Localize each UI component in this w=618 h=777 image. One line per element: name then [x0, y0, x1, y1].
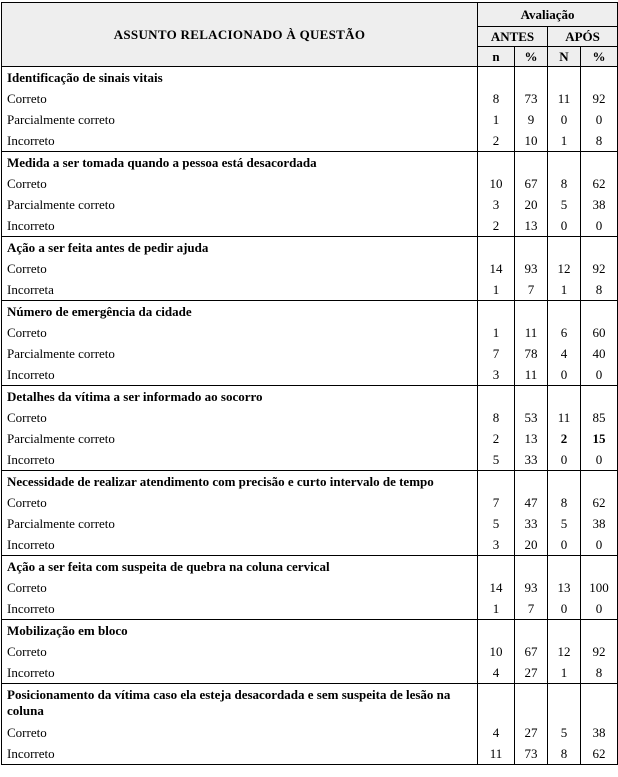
cell-pct-before: 27: [515, 662, 548, 684]
row-label: Incorreto: [2, 598, 478, 620]
cell-pct-before: 47: [515, 492, 548, 513]
row-label: Incorreto: [2, 662, 478, 684]
cell-pct-before: 13: [515, 215, 548, 237]
section-empty-cell: [515, 386, 548, 408]
cell-pct-after: 0: [581, 109, 618, 130]
cell-n-after: 2: [548, 428, 581, 449]
section-header-row: [2, 556, 618, 578]
cell-pct-after: 62: [581, 743, 618, 765]
cell-n-before: 7: [478, 492, 515, 513]
section-empty-cell: [478, 386, 515, 408]
section-empty-cell: [515, 620, 548, 642]
cell-pct-after: 92: [581, 88, 618, 109]
cell-n-after: 5: [548, 194, 581, 215]
cell-n-before: 1: [478, 598, 515, 620]
section-header-row: [2, 67, 618, 89]
section-empty-cell: [581, 386, 618, 408]
table-body: [2, 67, 618, 765]
cell-pct-after: 0: [581, 364, 618, 386]
row-label: Incorreto: [2, 534, 478, 556]
cell-n-after: 8: [548, 492, 581, 513]
cell-pct-before: 67: [515, 641, 548, 662]
row-label: Parcialmente correto: [2, 109, 478, 130]
row-label: Correto: [2, 88, 478, 109]
cell-n-after: 0: [548, 598, 581, 620]
cell-n-before: 8: [478, 88, 515, 109]
cell-pct-before: 11: [515, 364, 548, 386]
section-title: Ação a ser feita com suspeita de quebra na coluna cervical: [2, 556, 478, 578]
section-empty-cell: [478, 237, 515, 259]
cell-n-after: 0: [548, 449, 581, 471]
cell-n-before: 10: [478, 641, 515, 662]
section-title: Medida a ser tomada quando a pessoa está desacordada: [2, 152, 478, 174]
row-label: Correto: [2, 492, 478, 513]
cell-n-after: 8: [548, 173, 581, 194]
cell-n-before: 3: [478, 534, 515, 556]
cell-n-before: 7: [478, 343, 515, 364]
cell-n-before: 14: [478, 577, 515, 598]
cell-pct-after: 62: [581, 173, 618, 194]
table-row: [2, 662, 618, 684]
section-empty-cell: [548, 237, 581, 259]
section-empty-cell: [548, 152, 581, 174]
row-label: Correto: [2, 407, 478, 428]
row-label: Correto: [2, 577, 478, 598]
cell-pct-after: 92: [581, 258, 618, 279]
row-label: Correto: [2, 173, 478, 194]
cell-pct-after: 60: [581, 322, 618, 343]
cell-n-before: 5: [478, 449, 515, 471]
table-row: [2, 534, 618, 556]
cell-n-before: 10: [478, 173, 515, 194]
cell-n-after: 0: [548, 215, 581, 237]
cell-n-after: 11: [548, 88, 581, 109]
section-empty-cell: [581, 152, 618, 174]
results-table: [1, 2, 618, 765]
row-label: Incorreto: [2, 449, 478, 471]
section-empty-cell: [515, 556, 548, 578]
row-label: Correto: [2, 641, 478, 662]
section-empty-cell: [548, 684, 581, 723]
section-empty-cell: [548, 67, 581, 89]
cell-n-after: 12: [548, 258, 581, 279]
table-row: [2, 577, 618, 598]
row-label: Incorreto: [2, 130, 478, 152]
table-row: [2, 513, 618, 534]
cell-n-before: 14: [478, 258, 515, 279]
cell-pct-before: 20: [515, 194, 548, 215]
cell-pct-before: 67: [515, 173, 548, 194]
cell-n-after: 13: [548, 577, 581, 598]
section-empty-cell: [478, 301, 515, 323]
section-empty-cell: [478, 152, 515, 174]
cell-pct-after: 15: [581, 428, 618, 449]
col-N-header: N: [548, 47, 581, 67]
col-n-header: n: [478, 47, 515, 67]
cell-pct-before: 78: [515, 343, 548, 364]
table-header: [2, 3, 618, 67]
cell-pct-after: 38: [581, 194, 618, 215]
table-row: [2, 130, 618, 152]
section-header-row: [2, 152, 618, 174]
cell-pct-after: 38: [581, 722, 618, 743]
cell-n-before: 1: [478, 109, 515, 130]
cell-pct-before: 93: [515, 577, 548, 598]
table-row: [2, 743, 618, 765]
cell-pct-after: 85: [581, 407, 618, 428]
section-header-row: [2, 301, 618, 323]
table-row: [2, 279, 618, 301]
table-row: [2, 641, 618, 662]
cell-n-before: 4: [478, 722, 515, 743]
cell-n-after: 5: [548, 722, 581, 743]
row-label: Parcialmente correto: [2, 343, 478, 364]
cell-n-before: 1: [478, 279, 515, 301]
cell-n-before: 1: [478, 322, 515, 343]
section-header-row: [2, 620, 618, 642]
section-empty-cell: [478, 471, 515, 493]
table-row: [2, 215, 618, 237]
cell-n-after: 1: [548, 279, 581, 301]
table-row: [2, 194, 618, 215]
section-empty-cell: [581, 556, 618, 578]
section-title: Número de emergência da cidade: [2, 301, 478, 323]
section-empty-cell: [581, 684, 618, 723]
cell-pct-before: 93: [515, 258, 548, 279]
cell-n-after: 1: [548, 130, 581, 152]
cell-pct-before: 53: [515, 407, 548, 428]
section-empty-cell: [478, 684, 515, 723]
cell-n-after: 1: [548, 662, 581, 684]
evaluation-header: Avaliação: [478, 3, 618, 27]
section-empty-cell: [581, 620, 618, 642]
cell-n-after: 6: [548, 322, 581, 343]
cell-n-after: 0: [548, 109, 581, 130]
cell-pct-after: 0: [581, 215, 618, 237]
section-empty-cell: [548, 301, 581, 323]
table-row: [2, 173, 618, 194]
col-pct-before-header: %: [515, 47, 548, 67]
cell-n-before: 5: [478, 513, 515, 534]
section-title: Mobilização em bloco: [2, 620, 478, 642]
row-label: Incorreta: [2, 279, 478, 301]
section-empty-cell: [478, 556, 515, 578]
table-row: [2, 449, 618, 471]
cell-n-after: 0: [548, 534, 581, 556]
cell-pct-before: 33: [515, 513, 548, 534]
section-empty-cell: [581, 237, 618, 259]
section-empty-cell: [515, 684, 548, 723]
cell-pct-after: 0: [581, 598, 618, 620]
row-label: Correto: [2, 258, 478, 279]
cell-pct-before: 13: [515, 428, 548, 449]
cell-pct-before: 11: [515, 322, 548, 343]
row-label: Correto: [2, 722, 478, 743]
section-empty-cell: [581, 67, 618, 89]
table-row: [2, 343, 618, 364]
cell-n-after: 11: [548, 407, 581, 428]
section-title: Posicionamento da vítima caso ela esteja desacordada e sem suspeita de lesão na coluna: [2, 684, 478, 723]
section-empty-cell: [515, 152, 548, 174]
table-row: [2, 258, 618, 279]
cell-pct-before: 20: [515, 534, 548, 556]
cell-pct-after: 8: [581, 662, 618, 684]
cell-pct-after: 100: [581, 577, 618, 598]
cell-pct-before: 27: [515, 722, 548, 743]
cell-pct-before: 33: [515, 449, 548, 471]
cell-pct-before: 9: [515, 109, 548, 130]
cell-pct-after: 0: [581, 449, 618, 471]
row-label: Incorreto: [2, 743, 478, 765]
section-title: Detalhes da vítima a ser informado ao socorro: [2, 386, 478, 408]
table-row: [2, 428, 618, 449]
subject-header: ASSUNTO RELACIONADO À QUESTÃO: [2, 3, 478, 67]
table-row: [2, 109, 618, 130]
table-row: [2, 407, 618, 428]
cell-n-after: 0: [548, 364, 581, 386]
row-label: Parcialmente correto: [2, 428, 478, 449]
section-header-row: [2, 237, 618, 259]
cell-n-before: 2: [478, 428, 515, 449]
section-title: Ação a ser feita antes de pedir ajuda: [2, 237, 478, 259]
row-label: Incorreto: [2, 215, 478, 237]
before-header: ANTES: [478, 27, 548, 47]
cell-n-before: 11: [478, 743, 515, 765]
cell-pct-before: 73: [515, 743, 548, 765]
cell-n-after: 12: [548, 641, 581, 662]
section-empty-cell: [515, 301, 548, 323]
row-label: Incorreto: [2, 364, 478, 386]
cell-pct-after: 8: [581, 279, 618, 301]
section-empty-cell: [548, 620, 581, 642]
after-header: APÓS: [548, 27, 618, 47]
section-empty-cell: [478, 67, 515, 89]
row-label: Correto: [2, 322, 478, 343]
cell-pct-after: 38: [581, 513, 618, 534]
section-empty-cell: [581, 301, 618, 323]
section-empty-cell: [581, 471, 618, 493]
section-empty-cell: [548, 471, 581, 493]
cell-pct-before: 73: [515, 88, 548, 109]
cell-n-after: 4: [548, 343, 581, 364]
cell-n-after: 8: [548, 743, 581, 765]
section-empty-cell: [548, 386, 581, 408]
section-title: Identificação de sinais vitais: [2, 67, 478, 89]
cell-pct-after: 40: [581, 343, 618, 364]
cell-n-before: 2: [478, 215, 515, 237]
section-empty-cell: [478, 620, 515, 642]
row-label: Parcialmente correto: [2, 513, 478, 534]
cell-n-before: 3: [478, 194, 515, 215]
table-row: [2, 322, 618, 343]
cell-pct-before: 10: [515, 130, 548, 152]
table-row: [2, 492, 618, 513]
section-empty-cell: [515, 67, 548, 89]
cell-n-before: 2: [478, 130, 515, 152]
table-row: [2, 88, 618, 109]
cell-pct-after: 92: [581, 641, 618, 662]
section-empty-cell: [515, 237, 548, 259]
cell-n-before: 4: [478, 662, 515, 684]
cell-pct-before: 7: [515, 279, 548, 301]
section-title: Necessidade de realizar atendimento com precisão e curto intervalo de tempo: [2, 471, 478, 493]
col-pct-after-header: %: [581, 47, 618, 67]
table-row: [2, 598, 618, 620]
cell-pct-after: 62: [581, 492, 618, 513]
table-row: [2, 722, 618, 743]
cell-pct-after: 0: [581, 534, 618, 556]
cell-n-before: 8: [478, 407, 515, 428]
row-label: Parcialmente correto: [2, 194, 478, 215]
cell-pct-before: 7: [515, 598, 548, 620]
section-empty-cell: [515, 471, 548, 493]
section-empty-cell: [548, 556, 581, 578]
section-header-row: [2, 684, 618, 723]
section-header-row: [2, 471, 618, 493]
cell-pct-after: 8: [581, 130, 618, 152]
cell-n-before: 3: [478, 364, 515, 386]
section-header-row: [2, 386, 618, 408]
cell-n-after: 5: [548, 513, 581, 534]
table-row: [2, 364, 618, 386]
